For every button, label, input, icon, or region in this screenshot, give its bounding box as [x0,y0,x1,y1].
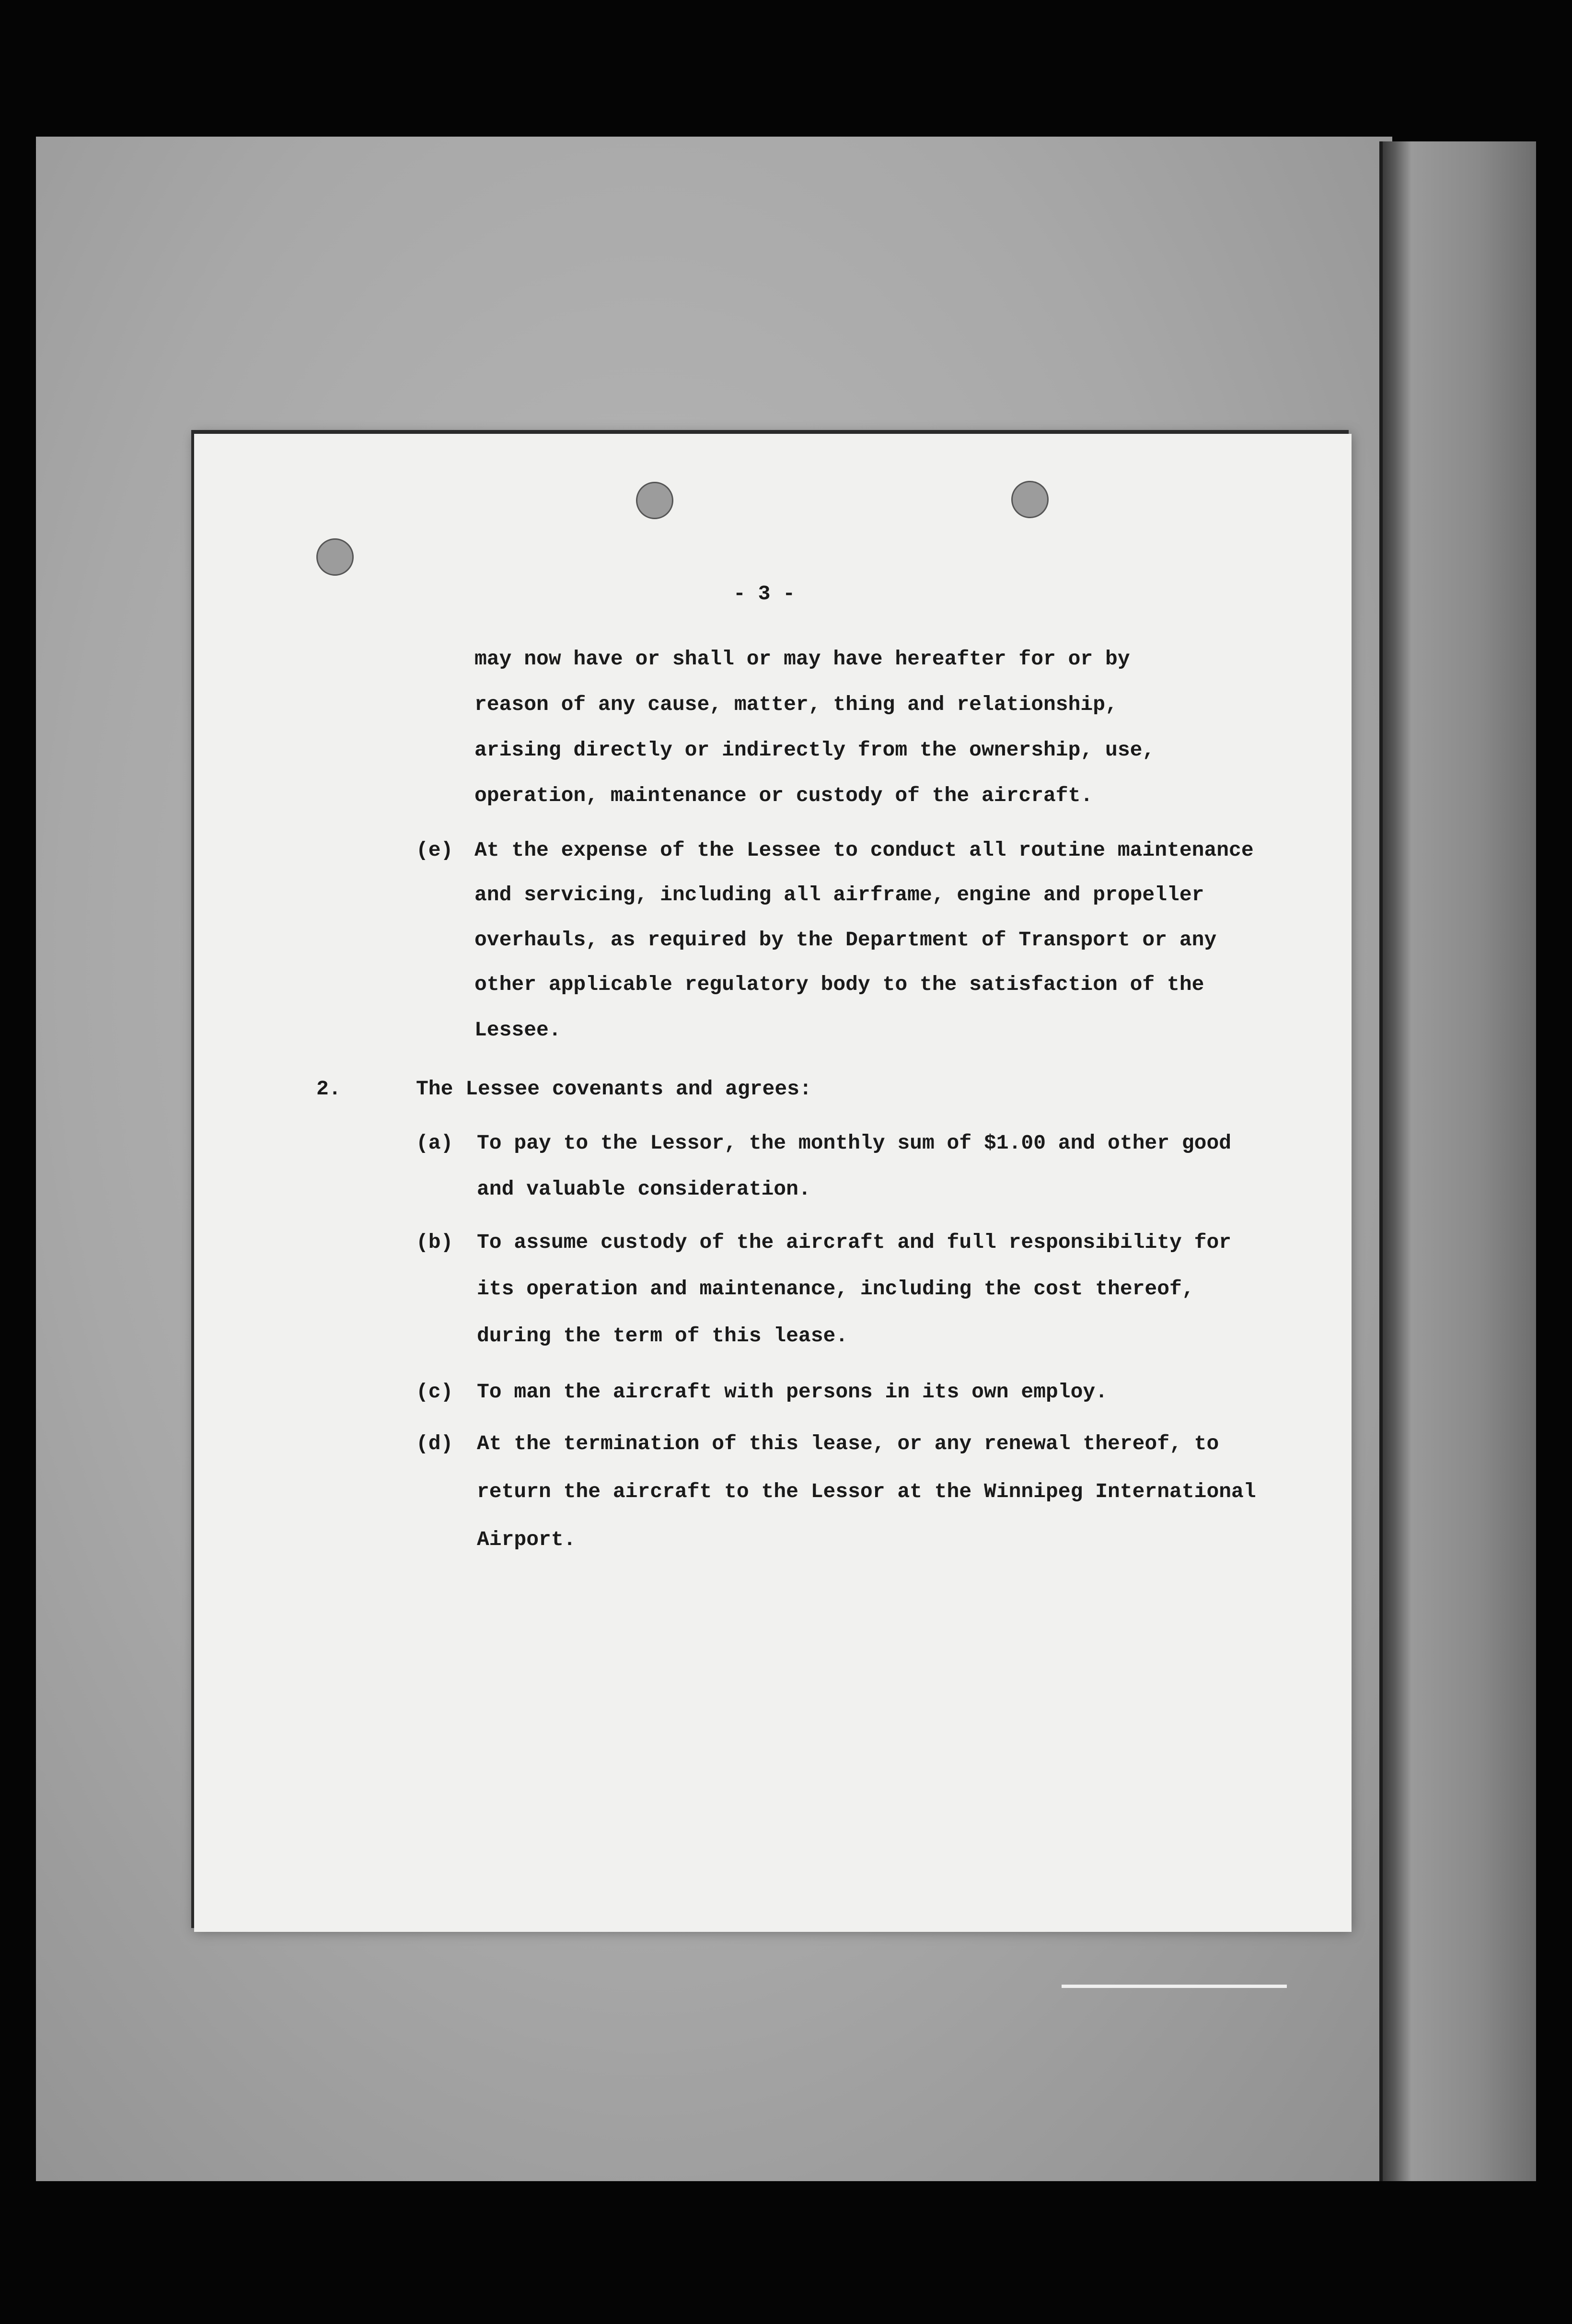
continuation-line: reason of any cause, matter, thing and relationship, [474,693,1118,716]
section-2-number: 2. [316,1077,341,1101]
film-scratch [1062,1985,1287,1988]
item-e-line: Lessee. [474,1018,561,1042]
item-b-label: (b) [416,1231,453,1254]
section-2-heading: The Lessee covenants and agrees: [416,1077,812,1101]
item-e-label: (e) [416,838,453,862]
item-e-line: overhauls, as required by the Department of Transport or any [474,928,1217,952]
item-c-line: To man the aircraft with persons in its own employ. [477,1380,1108,1404]
punch-hole-right [1011,481,1049,518]
item-d-line: At the termination of this lease, or any renewal thereof, to [477,1432,1219,1455]
continuation-line: arising directly or indirectly from the ownership, use, [474,738,1155,762]
continuation-line: may now have or shall or may have hereafter for or by [474,647,1130,671]
item-e-line: other applicable regulatory body to the satisfaction of the [474,973,1204,996]
item-c-label: (c) [416,1380,453,1404]
item-b-line: its operation and maintenance, including the cost thereof, [477,1277,1194,1301]
item-d-line: return the aircraft to the Lessor at the Winnipeg International [477,1480,1256,1503]
item-a-line: and valuable consideration. [477,1177,811,1201]
item-b-line: during the term of this lease. [477,1324,848,1348]
item-a-line: To pay to the Lessor, the monthly sum of $1.00 and other good [477,1131,1232,1155]
punch-hole-center [636,482,673,519]
item-a-label: (a) [416,1131,453,1155]
item-b-line: To assume custody of the aircraft and full responsibility for [477,1231,1232,1254]
punch-hole-left [316,538,354,576]
page-number: - 3 - [733,582,796,605]
item-d-label: (d) [416,1432,453,1455]
binding-strip [1383,141,1536,2181]
document-page [194,434,1352,1932]
item-e-line: and servicing, including all airframe, engine and propeller [474,883,1204,906]
continuation-line: operation, maintenance or custody of the aircraft. [474,784,1093,807]
item-e-line: At the expense of the Lessee to conduct all routine maintenance [474,838,1254,862]
item-d-line: Airport. [477,1528,576,1551]
